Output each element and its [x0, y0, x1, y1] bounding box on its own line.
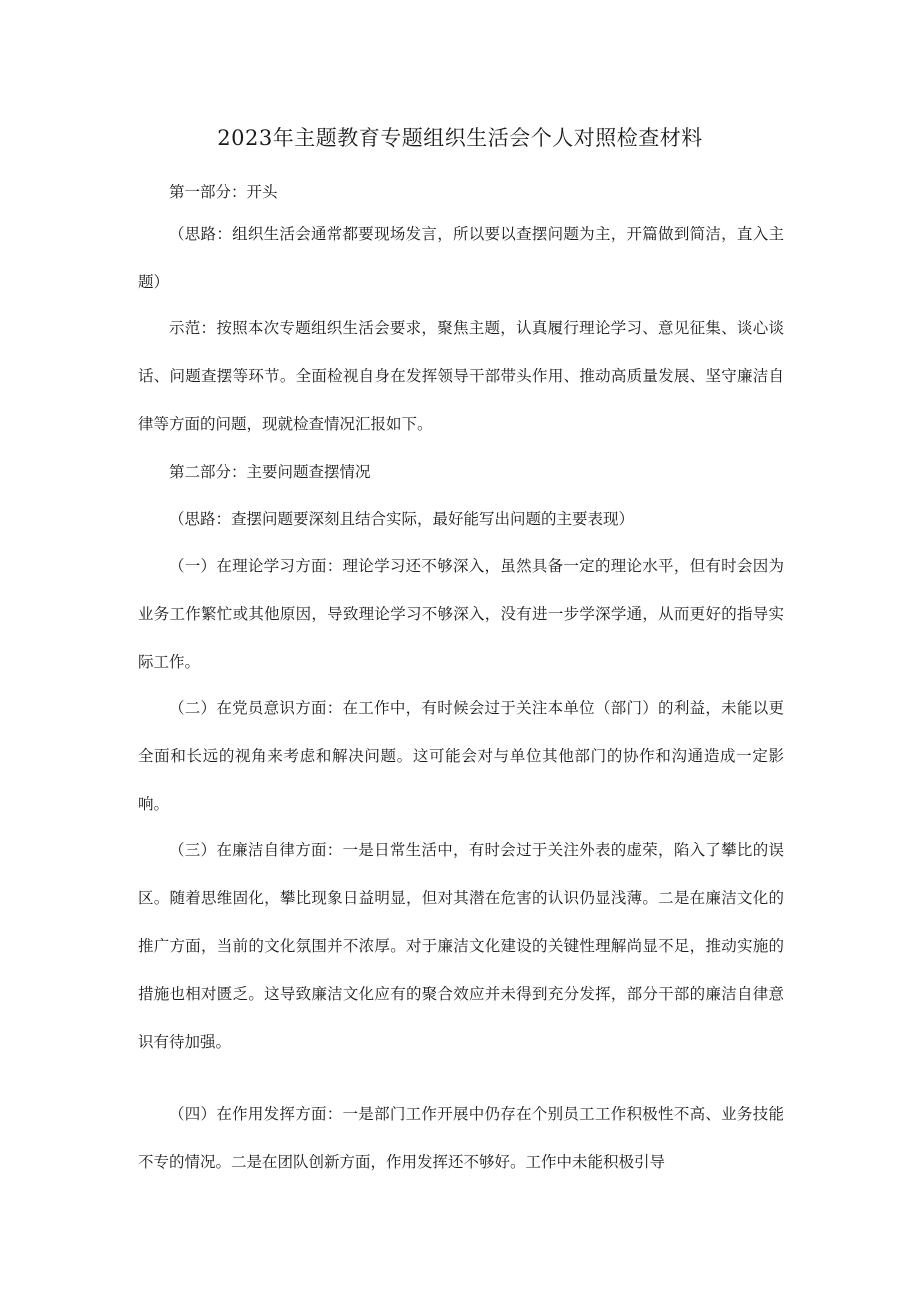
- paragraph-thinking-problems: （思路：查摆问题要深刻且结合实际，最好能写出问题的主要表现）: [169, 510, 635, 528]
- paragraph-example: 示范：按照本次专题组织生活会要求，聚焦主题，认真履行理论学习、意见征集、谈心谈话、问题查摆等环节。全面检视自身在发挥领导干部带头作用、推动高质量发展、坚守廉洁自律等方面的问题，现就检查情况汇报如下。: [138, 319, 784, 433]
- section-heading-part-one: 第一部分：开头: [169, 183, 278, 201]
- section-heading-part-two: 第二部分：主要问题查摆情况: [169, 463, 371, 481]
- paragraph-party-awareness: （二）在党员意识方面：在工作中，有时候会过于关注本单位（部门）的利益，未能以更全面和长远的视角来考虑和解决问题。这可能会对与单位其他部门的协作和沟通造成一定影响。: [138, 699, 784, 813]
- paragraph-role-play: （四）在作用发挥方面：一是部门工作开展中仍存在个别员工工作积极性不高、业务技能不专的情况。二是在团队创新方面，作用发挥还不够好。工作中未能积极引导: [138, 1105, 784, 1171]
- document-title: 2023年主题教育专题组织生活会个人对照检查材料: [217, 126, 703, 150]
- paragraph-thinking-opening: （思路：组织生活会通常都要现场发言，所以要以查摆问题为主，开篇做到简洁，直入主题）: [138, 225, 784, 291]
- paragraph-integrity: （三）在廉洁自律方面：一是日常生活中，有时会过于关注外表的虚荣，陷入了攀比的误区。随着思维固化，攀比现象日益明显，但对其潜在危害的认识仍显浅薄。二是在廉洁文化的推广方面，当前的文化氛围并不浓厚。对于廉洁文化建设的关键性理解尚显不足，推动实施的措施也相对匮乏。这导致廉洁文化应有的聚合效应并未得到充分发挥，部分干部的廉洁自律意识有待加强。: [138, 841, 784, 1051]
- paragraph-theory-study: （一）在理论学习方面：理论学习还不够深入，虽然具备一定的理论水平，但有时会因为业务工作繁忙或其他原因，导致理论学习不够深入，没有进一步学深学通，从而更好的指导实际工作。: [138, 557, 784, 671]
